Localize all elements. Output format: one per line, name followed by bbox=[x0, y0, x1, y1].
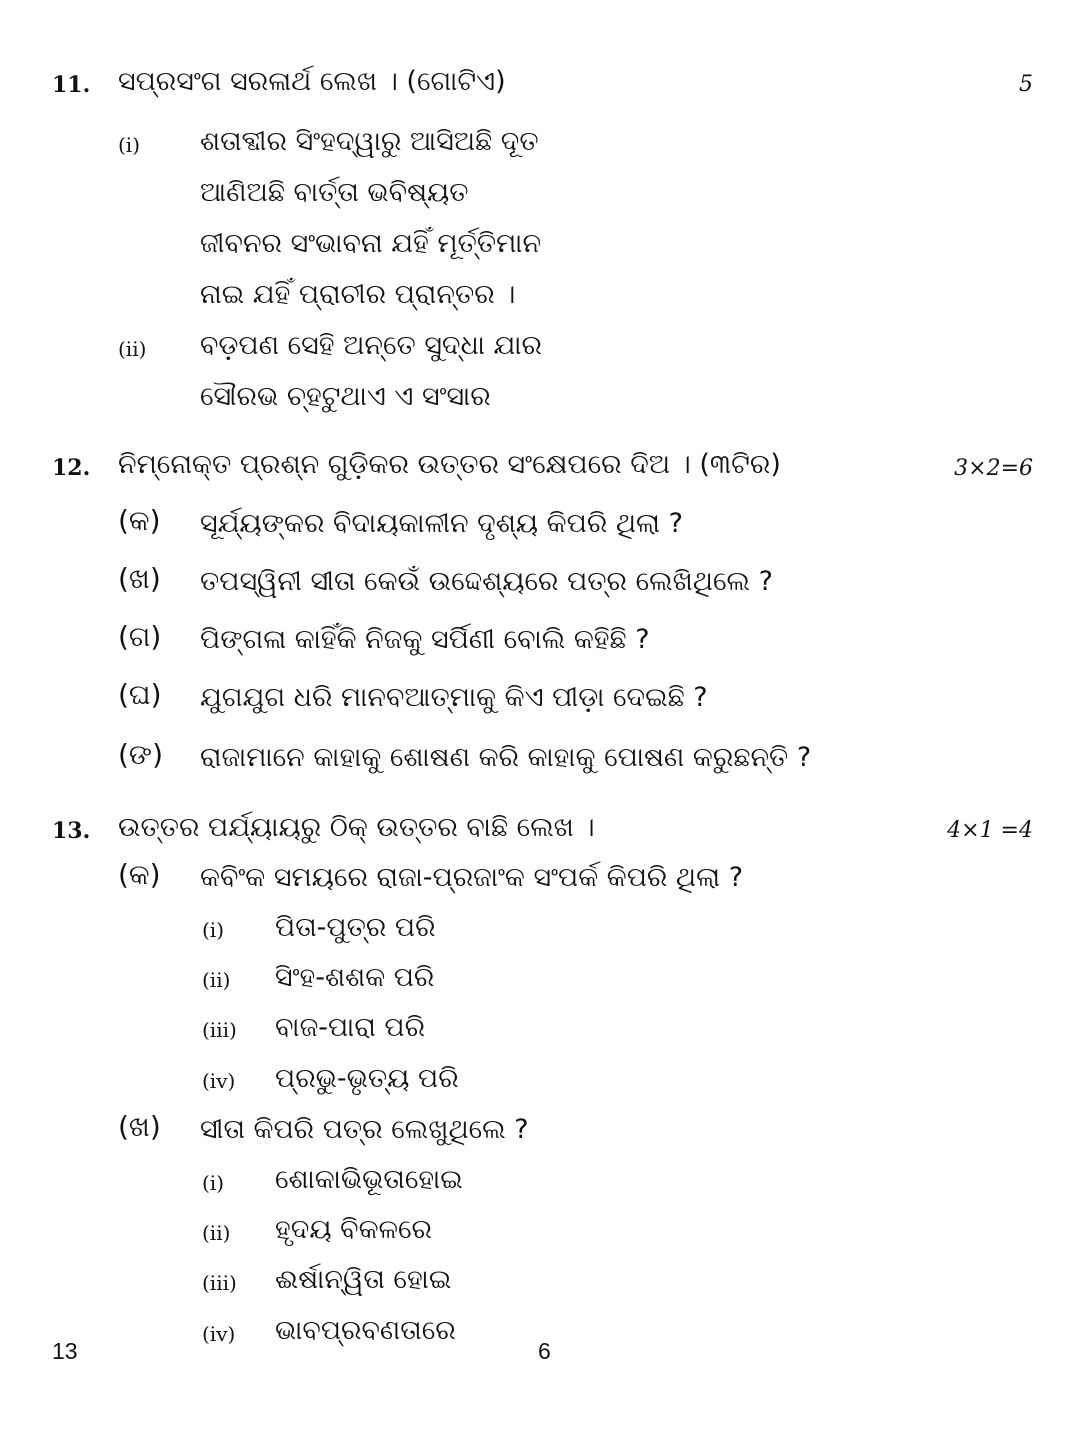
question-number: 12. bbox=[52, 455, 91, 481]
sub-label: (ଘ) bbox=[118, 678, 162, 711]
sub-label: (ଖ) bbox=[118, 1110, 161, 1143]
question-heading: ନିମ୍ନୋକ୍ତ ପ୍ରଶ୍ନ ଗୁଡ଼ିକର ଉତ୍ତର ସଂକ୍ଷେପରେ ଦିଅ । (୩ଟିର) bbox=[118, 449, 781, 480]
poem-line: ସୌରଭ ଚ୍ହଟୁଥାଏ ଏ ସଂସାର bbox=[200, 381, 491, 412]
sub-question: ସୂର୍ଯ୍ୟଙ୍କର ବିଦାୟକାଳୀନ ଦୃଶ୍ୟ କିପରି ଥିଲା ? bbox=[200, 508, 683, 539]
poem-line: ଜୀବନର ସଂଭାବନା ଯହିଁ ମୂର୍ତ୍ତିମାନ bbox=[200, 228, 542, 259]
sub-question: ତପସ୍ୱିନୀ ସୀତା କେଉଁ ଉଦ୍ଦେଶ୍ୟରେ ପତ୍ର ଲେଖିଥିଲେ ? bbox=[200, 566, 773, 597]
marks: 4×1 =4 bbox=[947, 818, 1033, 843]
option-text: ବାଜ-ପାରା ପରି bbox=[275, 1012, 426, 1043]
option-text: ପିତା-ପୁତ୍ର ପରି bbox=[275, 912, 436, 943]
option-label: (iii) bbox=[202, 1271, 237, 1295]
sub-question: କବିଂକ ସମୟରେ ରାଜା-ପ୍ରଜାଂକ ସଂପର୍କ କିପରି ଥିଲା ? bbox=[200, 862, 744, 893]
item-label: (i) bbox=[118, 133, 141, 157]
poem-line: ବଡ଼ପଣ ସେହି ଅନ୍ତେ ସୁଦ୍ଧା ଯାର bbox=[200, 330, 542, 361]
option-label: (iii) bbox=[202, 1018, 237, 1042]
option-text: ପ୍ରଭୁ-ଭୃତ୍ୟ ପରି bbox=[275, 1063, 459, 1094]
option-text: ସିଂହ-ଶଶକ ପରି bbox=[275, 962, 435, 993]
option-label: (ii) bbox=[202, 968, 231, 992]
paper-code: 13 bbox=[52, 1338, 78, 1364]
poem-line: ଶତାବ୍ଦୀର ସିଂହଦ୍ୱାରୁ ଆସିଅଛି ଦୂତ bbox=[200, 126, 539, 157]
poem-line: ଆଣିଅଛି ବାର୍ତ୍ତା ଭବିଷ୍ୟତ bbox=[200, 177, 469, 208]
question-number: 11. bbox=[52, 72, 91, 98]
option-text: ଶୋକାଭିଭୂତାହୋଇ bbox=[275, 1164, 463, 1195]
question-heading: ସପ୍ରସଂଗ ସରଳାର୍ଥ ଲେଖ । (ଗୋଟିଏ) bbox=[118, 66, 506, 97]
sub-label: (ଙ) bbox=[118, 738, 164, 771]
question-heading: ଉତ୍ତର ପର୍ଯ୍ୟାୟରୁ ଠିକ୍ ଉତ୍ତର ବାଛି ଲେଖ । bbox=[118, 812, 595, 843]
sub-label: (ଗ) bbox=[118, 620, 162, 653]
option-text: ଭାବପ୍ରବଣତାରେ bbox=[275, 1315, 456, 1346]
option-label: (ii) bbox=[202, 1221, 231, 1245]
sub-question: ପିଙ୍ଗଳା କାହିଁକି ନିଜକୁ ସର୍ପିଣୀ ବୋଲି କହିଛି ? bbox=[200, 624, 650, 655]
question-number: 13. bbox=[52, 818, 91, 844]
option-text: ଈର୍ଷାନ୍ୱିତା ହୋଇ bbox=[275, 1264, 452, 1295]
sub-question: ଯୁଗଯୁଗ ଧରି ମାନବଆତ୍ମାକୁ କିଏ ପୀଡ଼ା ଦେଇଛି ? bbox=[200, 682, 708, 713]
option-label: (iv) bbox=[202, 1322, 236, 1346]
sub-label: (କ) bbox=[118, 858, 161, 891]
marks: 5 bbox=[1019, 72, 1033, 97]
option-label: (i) bbox=[202, 918, 225, 942]
page-number: 6 bbox=[538, 1338, 551, 1364]
poem-line: ନାଇ ଯହିଁ ପ୍ରାଚୀର ପ୍ରାନ୍ତର । bbox=[200, 279, 516, 310]
option-label: (i) bbox=[202, 1171, 225, 1195]
sub-label: (କ) bbox=[118, 504, 161, 537]
option-label: (iv) bbox=[202, 1069, 236, 1093]
sub-question: ରାଜାମାନେ କାହାକୁ ଶୋଷଣ କରି କାହାକୁ ପୋଷଣ କରୁଛନ୍ତି ? bbox=[200, 742, 812, 773]
item-label: (ii) bbox=[118, 337, 147, 361]
sub-question: ସୀତା କିପରି ପତ୍ର ଲେଖୁଥିଲେ ? bbox=[200, 1114, 529, 1145]
option-text: ହୃଦୟ ବିକଳରେ bbox=[275, 1214, 433, 1245]
marks: 3×2=6 bbox=[954, 456, 1033, 481]
sub-label: (ଖ) bbox=[118, 562, 161, 595]
